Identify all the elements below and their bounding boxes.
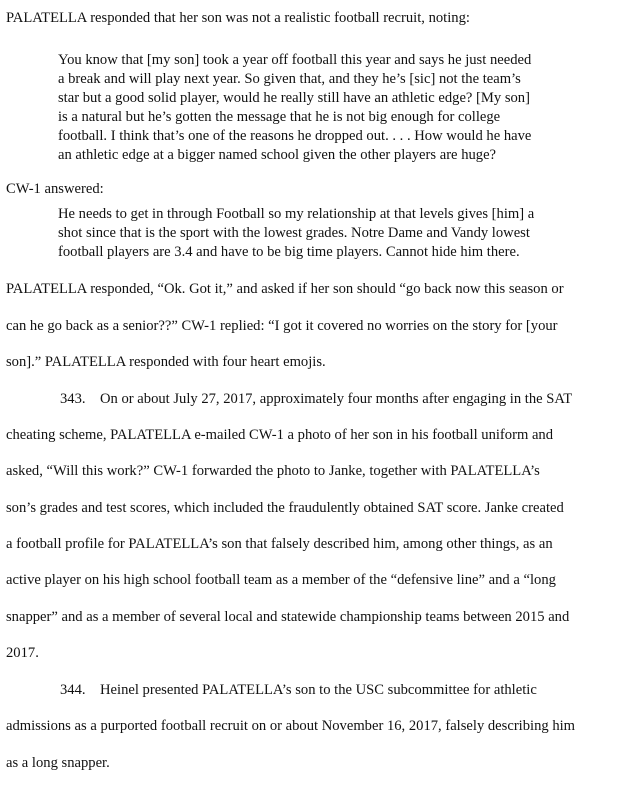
para-343-line-8: 2017. [6,645,39,661]
quote1-line-3: star but a good solid player, would he really still have an athletic edge? [My son] [58,90,530,106]
para-344-first-line [6,681,640,699]
response-line-3: son].” PALATELLA responded with four heart emojis. [6,354,326,370]
quote1-line-4: is a natural but he’s gotten the message that he is not big enough for college [58,109,501,125]
para-344-line-2: admissions as a purported football recruit on or about November 16, 2017, falsely describing him [6,718,576,734]
quote2-line-2: shot since that is the sport with the lowest grades. Notre Dame and Vandy lowest [58,225,530,241]
para-344-number: 344. [60,682,86,698]
quote2-line-1: He needs to get in through Football so my relationship at that levels gives [him] a [58,206,535,222]
quote1-line-2: a break and will play next year. So given that, and they he’s [sic] not the team’s [58,71,521,87]
para-344-first-text: Heinel presented PALATELLA’s son to the USC subcommittee for athletic [100,682,537,698]
para-343-line-4: son’s grades and test scores, which included the fraudulently obtained SAT score. Janke created [6,500,564,516]
para-343-line-6: active player on his high school football team as a member of the “defensive line” and a “long [6,572,556,588]
quote1-line-6: an athletic edge at a bigger named school given the other players are huge? [58,147,497,163]
cw1-answered: CW-1 answered: [6,181,104,197]
para-343-number: 343. [60,391,86,407]
para-343-first-text: On or about July 27, 2017, approximately four months after engaging in the SAT [100,391,573,407]
response-line-2: can he go back as a senior??” CW-1 replied: “I got it covered no worries on the story for [your [6,318,558,334]
para-343-first-line [6,390,640,408]
para-344-line-3: as a long snapper. [6,755,110,771]
response-line-1: PALATELLA responded, “Ok. Got it,” and asked if her son should “go back now this season or [6,281,564,297]
quote2-line-3: football players are 3.4 and have to be big time players. Cannot hide him there. [58,244,520,260]
para-343-line-7: snapper” and as a member of several local and statewide championship teams between 2015 and [6,609,570,625]
para-343-line-2: cheating scheme, PALATELLA e-mailed CW-1 a photo of her son in his football uniform and [6,427,554,443]
quote1-line-5: football. I think that’s one of the reasons he dropped out. . . . How would he have [58,128,532,144]
intro-line: PALATELLA responded that her son was not a realistic football recruit, noting: [6,10,470,26]
para-343-line-3: asked, “Will this work?” CW-1 forwarded the photo to Janke, together with PALATELLA’s [6,463,540,479]
para-343-line-5: a football profile for PALATELLA’s son that falsely described him, among other things, as an [6,536,553,552]
quote1-line-1: You know that [my son] took a year off football this year and says he just needed [58,52,532,68]
